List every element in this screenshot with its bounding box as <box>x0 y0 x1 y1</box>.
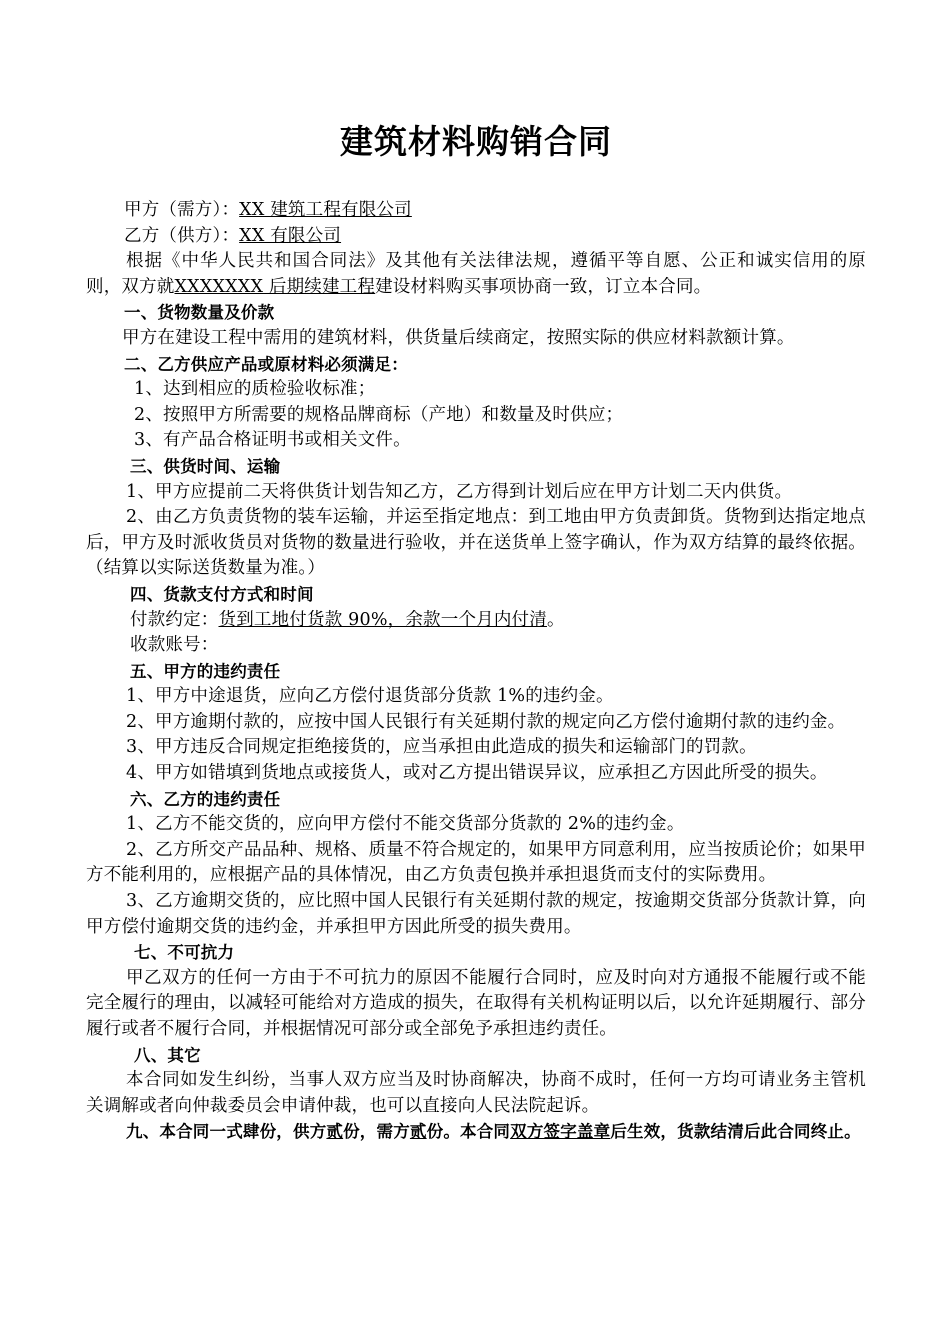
account-label: 收款账号： <box>130 635 219 656</box>
section-1-text: 甲方在建设工程中需用的建筑材料，供货量后续商定，按照实际的供应材料款额计算。 <box>122 327 795 348</box>
section-3-heading: 三、供货时间、运输 <box>130 456 281 476</box>
section-9-text-post: 后生效，货款结清后此合同终止。 <box>610 1122 861 1142</box>
section-9-text-pre: 九、本合同一式肆份，供方 <box>126 1122 327 1142</box>
section-6-item: 1、乙方不能交货的，应向甲方偿付不能交货部分货款的 2%的违约金。 <box>126 814 685 835</box>
party-b-label: 乙方（供方）： <box>124 225 240 246</box>
signature-clause: 双方签字盖章 <box>510 1122 611 1142</box>
intro-paragraph <box>86 249 866 300</box>
section-5-item: 3、甲方违反合同规定拒绝接货的，应当承担由此造成的损失和运输部门的罚款。 <box>126 737 757 758</box>
section-2-item: 3、有产品合格证明书或相关文件。 <box>134 430 411 451</box>
payment-label: 付款约定： <box>130 609 219 630</box>
payment-value: 货到工地付货款 90%，余款一个月内付清 <box>218 609 547 630</box>
section-7-heading: 七、不可抗力 <box>134 943 235 963</box>
section-5-item: 1、甲方中途退货，应向乙方偿付退货部分货款 1%的违约金。 <box>126 686 614 707</box>
section-6-item: 3、乙方逾期交货的，应比照中国人民银行有关延期付款的规定，按逾期交货部分货款计算，向甲方偿付逾期交货的违约金，并承担甲方因此所受的损失费用。 <box>86 891 866 937</box>
section-1-heading: 一、货物数量及价款 <box>124 303 275 323</box>
section-6-item: 2、乙方所交产品品种、规格、质量不符合规定的，如果甲方同意利用，应当按质论价；如果甲方不能利用的，应根据产品的具体情况，由乙方负责包换并承担退货而支付的实际费用。 <box>86 839 866 886</box>
section-4-heading: 四、货款支付方式和时间 <box>130 584 314 604</box>
party-a-label: 甲方（需方）： <box>124 200 240 220</box>
section-3-item: 2、由乙方负责货物的装车运输，并运至指定地点：到工地由甲方负责卸货。货物到达指定地点后，甲方及时派收货员对货物的数量进行验收，并在送货单上签字确认，作为双方结算的最终依据。（结算以实际送货数量为准。） <box>86 507 866 579</box>
party-a-name: XX 建筑工程有限公司 <box>239 200 412 220</box>
section-3-item: 1、甲方应提前二天将供货计划告知乙方，乙方得到计划后应在甲方计划二天内供货。 <box>126 481 793 502</box>
supplier-copies: 贰 <box>326 1122 344 1142</box>
payment-end: 。 <box>546 609 565 630</box>
party-b-name: XX 有限公司 <box>239 225 342 246</box>
page-title: 建筑材料购销合同 <box>340 122 612 161</box>
section-6-heading: 六、乙方的违约责任 <box>130 789 281 809</box>
party-a-line <box>86 198 866 224</box>
section-2-item: 2、按照甲方所需要的规格品牌商标（产地）和数量及时供应； <box>134 404 624 425</box>
section-2-heading: 二、乙方供应产品或原材料必须满足： <box>124 354 408 374</box>
intro-text-pre: 根据《中华人民共和国合同法》及其他有关法律法规，遵循平等自愿、公正和诚实信用的原则，双方就 <box>86 251 866 297</box>
project-name: XXXXXXX 后期续建工程 <box>174 276 376 297</box>
buyer-copies: 贰 <box>409 1122 427 1142</box>
section-9-text-mid1: 份，需方 <box>343 1122 410 1142</box>
payment-terms <box>86 608 866 634</box>
section-8-text: 本合同如发生纠纷，当事人双方应当及时协商解决，协商不成时，任何一方均可请业务主管机关调解或者向仲裁委员会申请仲裁，也可以直接向人民法院起诉。 <box>86 1070 866 1116</box>
section-5-heading: 五、甲方的违约责任 <box>130 661 281 681</box>
section-5-item: 2、甲方逾期付款的，应按中国人民银行有关延期付款的规定向乙方偿付逾期付款的违约金。 <box>126 711 846 732</box>
section-9-paragraph <box>86 1119 866 1145</box>
section-7-text: 甲乙双方的任何一方由于不可抗力的原因不能履行合同时，应及时向对方通报不能履行或不能完全履行的理由，以减轻可能给对方造成的损失，在取得有关机构证明以后，以允许延期履行、部分履行或者不履行合同，并根据情况可部分或全部免予承担违约责任。 <box>86 967 866 1039</box>
section-8-heading: 八、其它 <box>134 1045 201 1065</box>
intro-text-post: 建设材料购买事项协商一致，订立本合同。 <box>375 276 712 297</box>
section-9-text-mid2: 份。本合同 <box>426 1122 511 1142</box>
section-2-item: 1、达到相应的质检验收标准； <box>134 379 376 400</box>
party-b-line <box>86 224 866 250</box>
section-5-item: 4、甲方如错填到货地点或接货人，或对乙方提出错误异议，应承担乙方因此所受的损失。 <box>126 763 828 784</box>
contract-page <box>86 120 866 1145</box>
